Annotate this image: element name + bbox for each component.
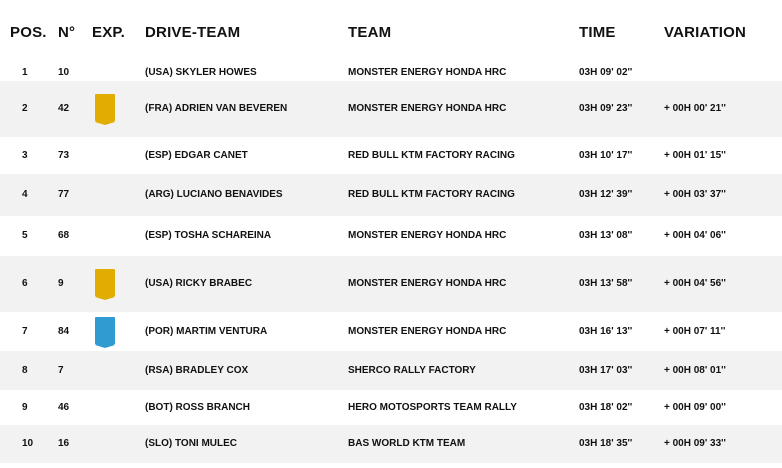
header-exp: EXP. (92, 24, 126, 41)
row-time: 03H 09' 02'' (579, 67, 633, 78)
row-time: 03H 18' 02'' (579, 402, 633, 413)
row-pos: 4 (22, 189, 28, 200)
row-variation: + 00H 03' 37'' (664, 189, 726, 200)
row-number: 42 (58, 103, 70, 114)
table-header (0, 0, 782, 64)
table-row[interactable] (0, 256, 782, 312)
table-row[interactable] (0, 174, 782, 216)
row-number: 68 (58, 230, 70, 241)
row-time: 03H 17' 03'' (579, 365, 633, 376)
row-number: 7 (58, 365, 64, 376)
row-drive-team: (RSA) BRADLEY COX (145, 365, 249, 376)
header-time: TIME (579, 24, 616, 41)
table-row[interactable] (0, 216, 782, 256)
header-drive-team: DRIVE-TEAM (145, 24, 241, 41)
row-team: MONSTER ENERGY HONDA HRC (348, 326, 507, 337)
row-drive-team: (USA) RICKY BRABEC (145, 278, 253, 289)
table-row[interactable] (0, 390, 782, 425)
row-time: 03H 09' 23'' (579, 103, 633, 114)
row-drive-team: (ARG) LUCIANO BENAVIDES (145, 189, 283, 200)
row-time: 03H 10' 17'' (579, 150, 633, 161)
header-number: N° (58, 24, 76, 41)
gold-badge-icon (95, 94, 115, 122)
row-pos: 3 (22, 150, 28, 161)
row-time: 03H 16' 13'' (579, 326, 633, 337)
row-drive-team: (ESP) TOSHA SCHAREINA (145, 230, 272, 241)
row-pos: 7 (22, 326, 28, 337)
row-drive-team: (SLO) TONI MULEC (145, 438, 238, 449)
row-number: 77 (58, 189, 70, 200)
blue-badge-icon (95, 317, 115, 345)
row-pos: 10 (22, 438, 34, 449)
row-team: BAS WORLD KTM TEAM (348, 438, 466, 449)
row-pos: 2 (22, 103, 28, 114)
row-team: MONSTER ENERGY HONDA HRC (348, 103, 507, 114)
row-team: RED BULL KTM FACTORY RACING (348, 189, 515, 200)
table-body (0, 64, 782, 463)
gold-badge-icon (95, 269, 115, 297)
table-row[interactable] (0, 81, 782, 137)
row-team: RED BULL KTM FACTORY RACING (348, 150, 515, 161)
row-team: MONSTER ENERGY HONDA HRC (348, 278, 507, 289)
row-pos: 6 (22, 278, 28, 289)
row-number: 84 (58, 326, 70, 337)
row-pos: 5 (22, 230, 28, 241)
row-pos: 8 (22, 365, 28, 376)
row-variation: + 00H 09' 00'' (664, 402, 726, 413)
row-variation: + 00H 07' 11'' (664, 326, 726, 337)
row-time: 03H 13' 08'' (579, 230, 633, 241)
row-time: 03H 18' 35'' (579, 438, 633, 449)
row-number: 9 (58, 278, 64, 289)
table-row[interactable] (0, 64, 782, 81)
row-drive-team: (ESP) EDGAR CANET (145, 150, 248, 161)
row-time: 03H 13' 58'' (579, 278, 633, 289)
row-variation: + 00H 08' 01'' (664, 365, 726, 376)
row-drive-team: (POR) MARTIM VENTURA (145, 326, 268, 337)
row-variation: + 00H 04' 56'' (664, 278, 726, 289)
table-row[interactable] (0, 351, 782, 390)
row-team: SHERCO RALLY FACTORY (348, 365, 476, 376)
table-row[interactable] (0, 312, 782, 351)
table-row[interactable] (0, 137, 782, 174)
row-variation: + 00H 01' 15'' (664, 150, 726, 161)
row-drive-team: (BOT) ROSS BRANCH (145, 402, 250, 413)
row-number: 10 (58, 67, 70, 78)
row-drive-team: (FRA) ADRIEN VAN BEVEREN (145, 103, 288, 114)
header-variation: VARIATION (664, 24, 747, 41)
row-number: 16 (58, 438, 70, 449)
row-team: HERO MOTOSPORTS TEAM RALLY (348, 402, 517, 413)
row-variation: + 00H 04' 06'' (664, 230, 726, 241)
row-pos: 9 (22, 402, 28, 413)
row-variation: + 00H 00' 21'' (664, 103, 726, 114)
row-number: 46 (58, 402, 70, 413)
row-number: 73 (58, 150, 70, 161)
row-drive-team: (USA) SKYLER HOWES (145, 67, 257, 78)
row-time: 03H 12' 39'' (579, 189, 633, 200)
row-variation: + 00H 09' 33'' (664, 438, 726, 449)
row-team: MONSTER ENERGY HONDA HRC (348, 230, 507, 241)
row-pos: 1 (22, 67, 28, 78)
header-pos: POS. (10, 24, 47, 41)
header-team: TEAM (348, 24, 392, 41)
row-team: MONSTER ENERGY HONDA HRC (348, 67, 507, 78)
table-row[interactable] (0, 425, 782, 463)
